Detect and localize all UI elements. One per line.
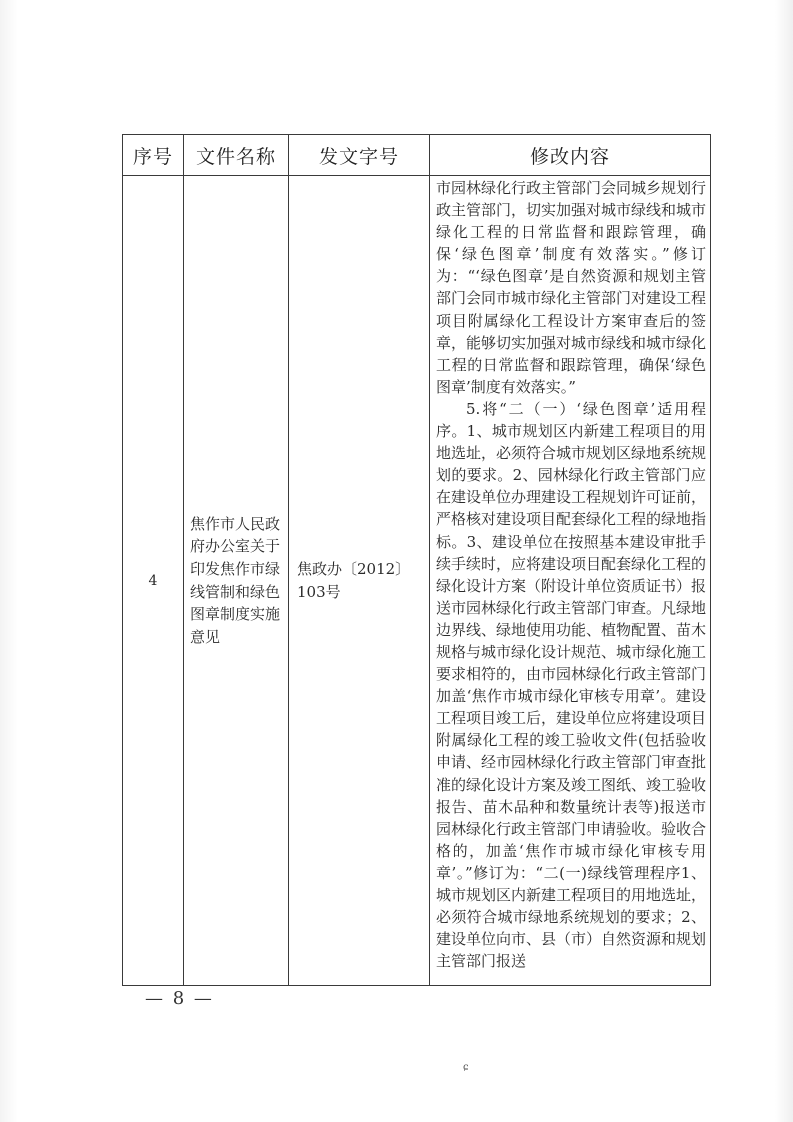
header-file-name: 文件名称 [184, 135, 289, 176]
scan-artifact-mark: ɕ [463, 1062, 469, 1073]
revision-table [122, 134, 711, 986]
revision-paragraph-1: 市园林绿化行政主管部门会同城乡规划行政主管部门，切实加强对城市绿线和城市绿化工程的日常监督和跟踪管理，确保‘绿色图章’制度有效落实。”修订为：“‘绿色图章’是自然资源和规划主管部门会同市城市绿化主管部门对建设工程项目附属绿化工程设计方案审查后的签章，能够切实加强对城市绿线和城市绿化工程的日常监督和跟踪管理，确保‘绿色图章’制度有效落实。” [436, 179, 707, 396]
header-seq: 序号 [123, 135, 184, 176]
row-doc-number: 焦政办〔2012〕103号 [289, 176, 430, 986]
row-seq: 4 [123, 176, 184, 986]
row-revision-content [430, 176, 711, 986]
revision-paragraph-2: 5.将“二（一）‘绿色图章’适用程序。1、城市规划区内新建工程项目的用地选址，必须符合城市规划区绿地系统规划的要求。2、园林绿化行政主管部门应在建设单位办理建设工程规划许可证前，严格核对建设项目配套绿化工程的绿地指标。3、建设单位在按照基本建设审批手续手续时，应将建设项目配套绿化工程的绿化设计方案（附设计单位资质证书）报送市园林绿化行政主管部门审查。凡绿地边界线、绿地使用功能、植物配置、苗木规格与城市绿化设计规范、城市绿化施工要求相符的，由市园林绿化行政主管部门加盖‘焦作市城市绿化审核专用章’。建设工程项目竣工后，建设单位应将建设项目附属绿化工程的竣工验收文件(包括验收申请、经市园林绿化行政主管部门审查批准的绿化设计方案及竣工图纸、竣工验收报告、苗木品种和数量统计表等)报送市园林绿化行政主管部门申请验收。验收合格的，加盖‘焦作市城市绿化审核专用章’。”修订为：“二(一)绿线管理程序1、城市规划区内新建工程项目的用地选址，必须符合城市绿地系统规划的要求；2、建设单位向市、县（市）自然资源和规划主管部门报送 [436, 399, 707, 971]
header-revision-content: 修改内容 [430, 135, 711, 176]
header-doc-number: 发文字号 [289, 135, 430, 176]
page-number: — 8 — [145, 988, 214, 1009]
row-file-name: 焦作市人民政府办公室关于印发焦作市绿线管制和绿色图章制度实施意见 [184, 176, 289, 986]
table-header-row [123, 135, 711, 176]
table-row [123, 176, 711, 986]
